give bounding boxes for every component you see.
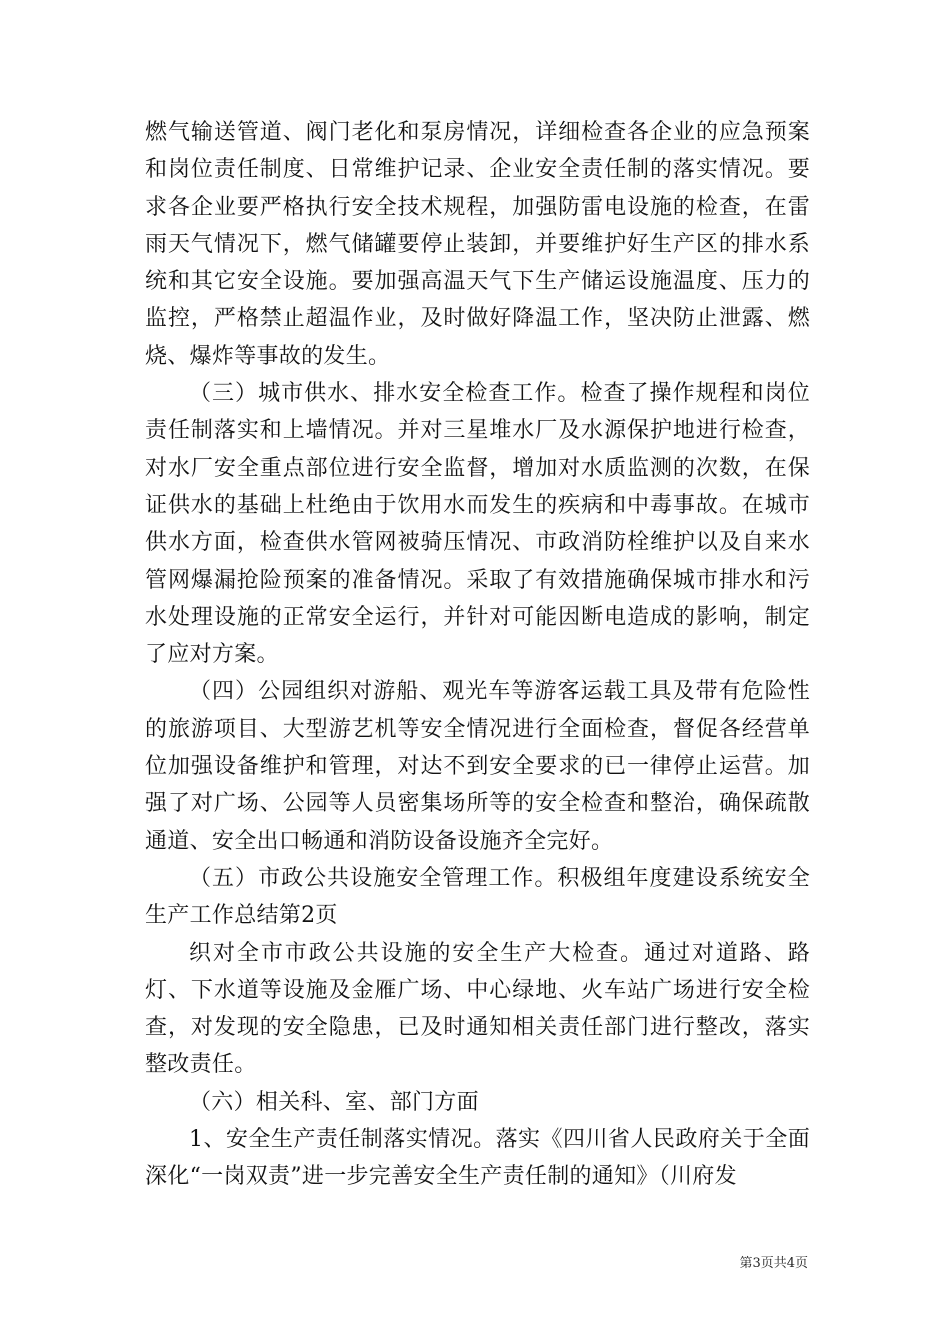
paragraph-water-supply: （三）城市供水、排水安全检查工作。检查了操作规程和岗位责任制落实和上墙情况。并对三星堆水厂及水源保护地进行检查，对水厂安全重点部位进行安全监督，增加对水质监测的次数，在保证供水的基础上杜绝由于饮用水而发生的疾病和中毒事故。在城市供水方面，检查供水管网被骑压情况、市政消防栓维护以及自来水管网爆漏抢险预案的准备情况。采取了有效措施确保城市排水和污水处理设施的正常安全运行，并针对可能因断电造成的影响，制定了应对方案。: [145, 381, 810, 668]
paragraph-park-safety: （四）公园组织对游船、观光车等游客运载工具及带有危险性的旅游项目、大型游艺机等安全情况进行全面检查，督促各经营单位加强设备维护和管理，对达不到安全要求的已一律停止运营。加强了对广场、公园等人员密集场所等的安全检查和整治，确保疏散通道、安全出口畅通和消防设备设施齐全完好。: [145, 679, 810, 854]
paragraph-gas-inspection: 燃气输送管道、阀门老化和泵房情况，详细检查各企业的应急预案和岗位责任制度、日常维护记录、企业安全责任制的落实情况。要求各企业要严格执行安全技术规程，加强防雷电设施的检查，在雷雨天气情况下，燃气储罐要停止装卸，并要维护好生产区的排水系统和其它安全设施。要加强高温天气下生产储运设施温度、压力的监控，严格禁止超温作业，及时做好降温工作，坚决防止泄露、燃烧、爆炸等事故的发生。: [145, 120, 810, 369]
paragraph-responsibility-system: 1、安全生产责任制落实情况。落实《四川省人民政府关于全面深化“一岗双责”进一步完善安全生产责任制的通知》（川府发: [145, 1127, 810, 1190]
paragraph-departments-heading: （六）相关科、室、部门方面: [189, 1089, 479, 1115]
page-number-footer: 第3页共4页: [739, 1256, 808, 1271]
paragraph-municipal-facilities: （五）市政公共设施安全管理工作。积极组年度建设系统安全生产工作总结第2页: [145, 865, 810, 929]
paragraph-municipal-inspection: 织对全市市政公共设施的安全生产大检查。通过对道路、路灯、下水道等设施及金雁广场、中心绿地、火车站广场进行安全检查，对发现的安全隐患，已及时通知相关责任部门进行整改，落实整改责任。: [145, 940, 810, 1078]
document-body: [145, 114, 810, 1196]
